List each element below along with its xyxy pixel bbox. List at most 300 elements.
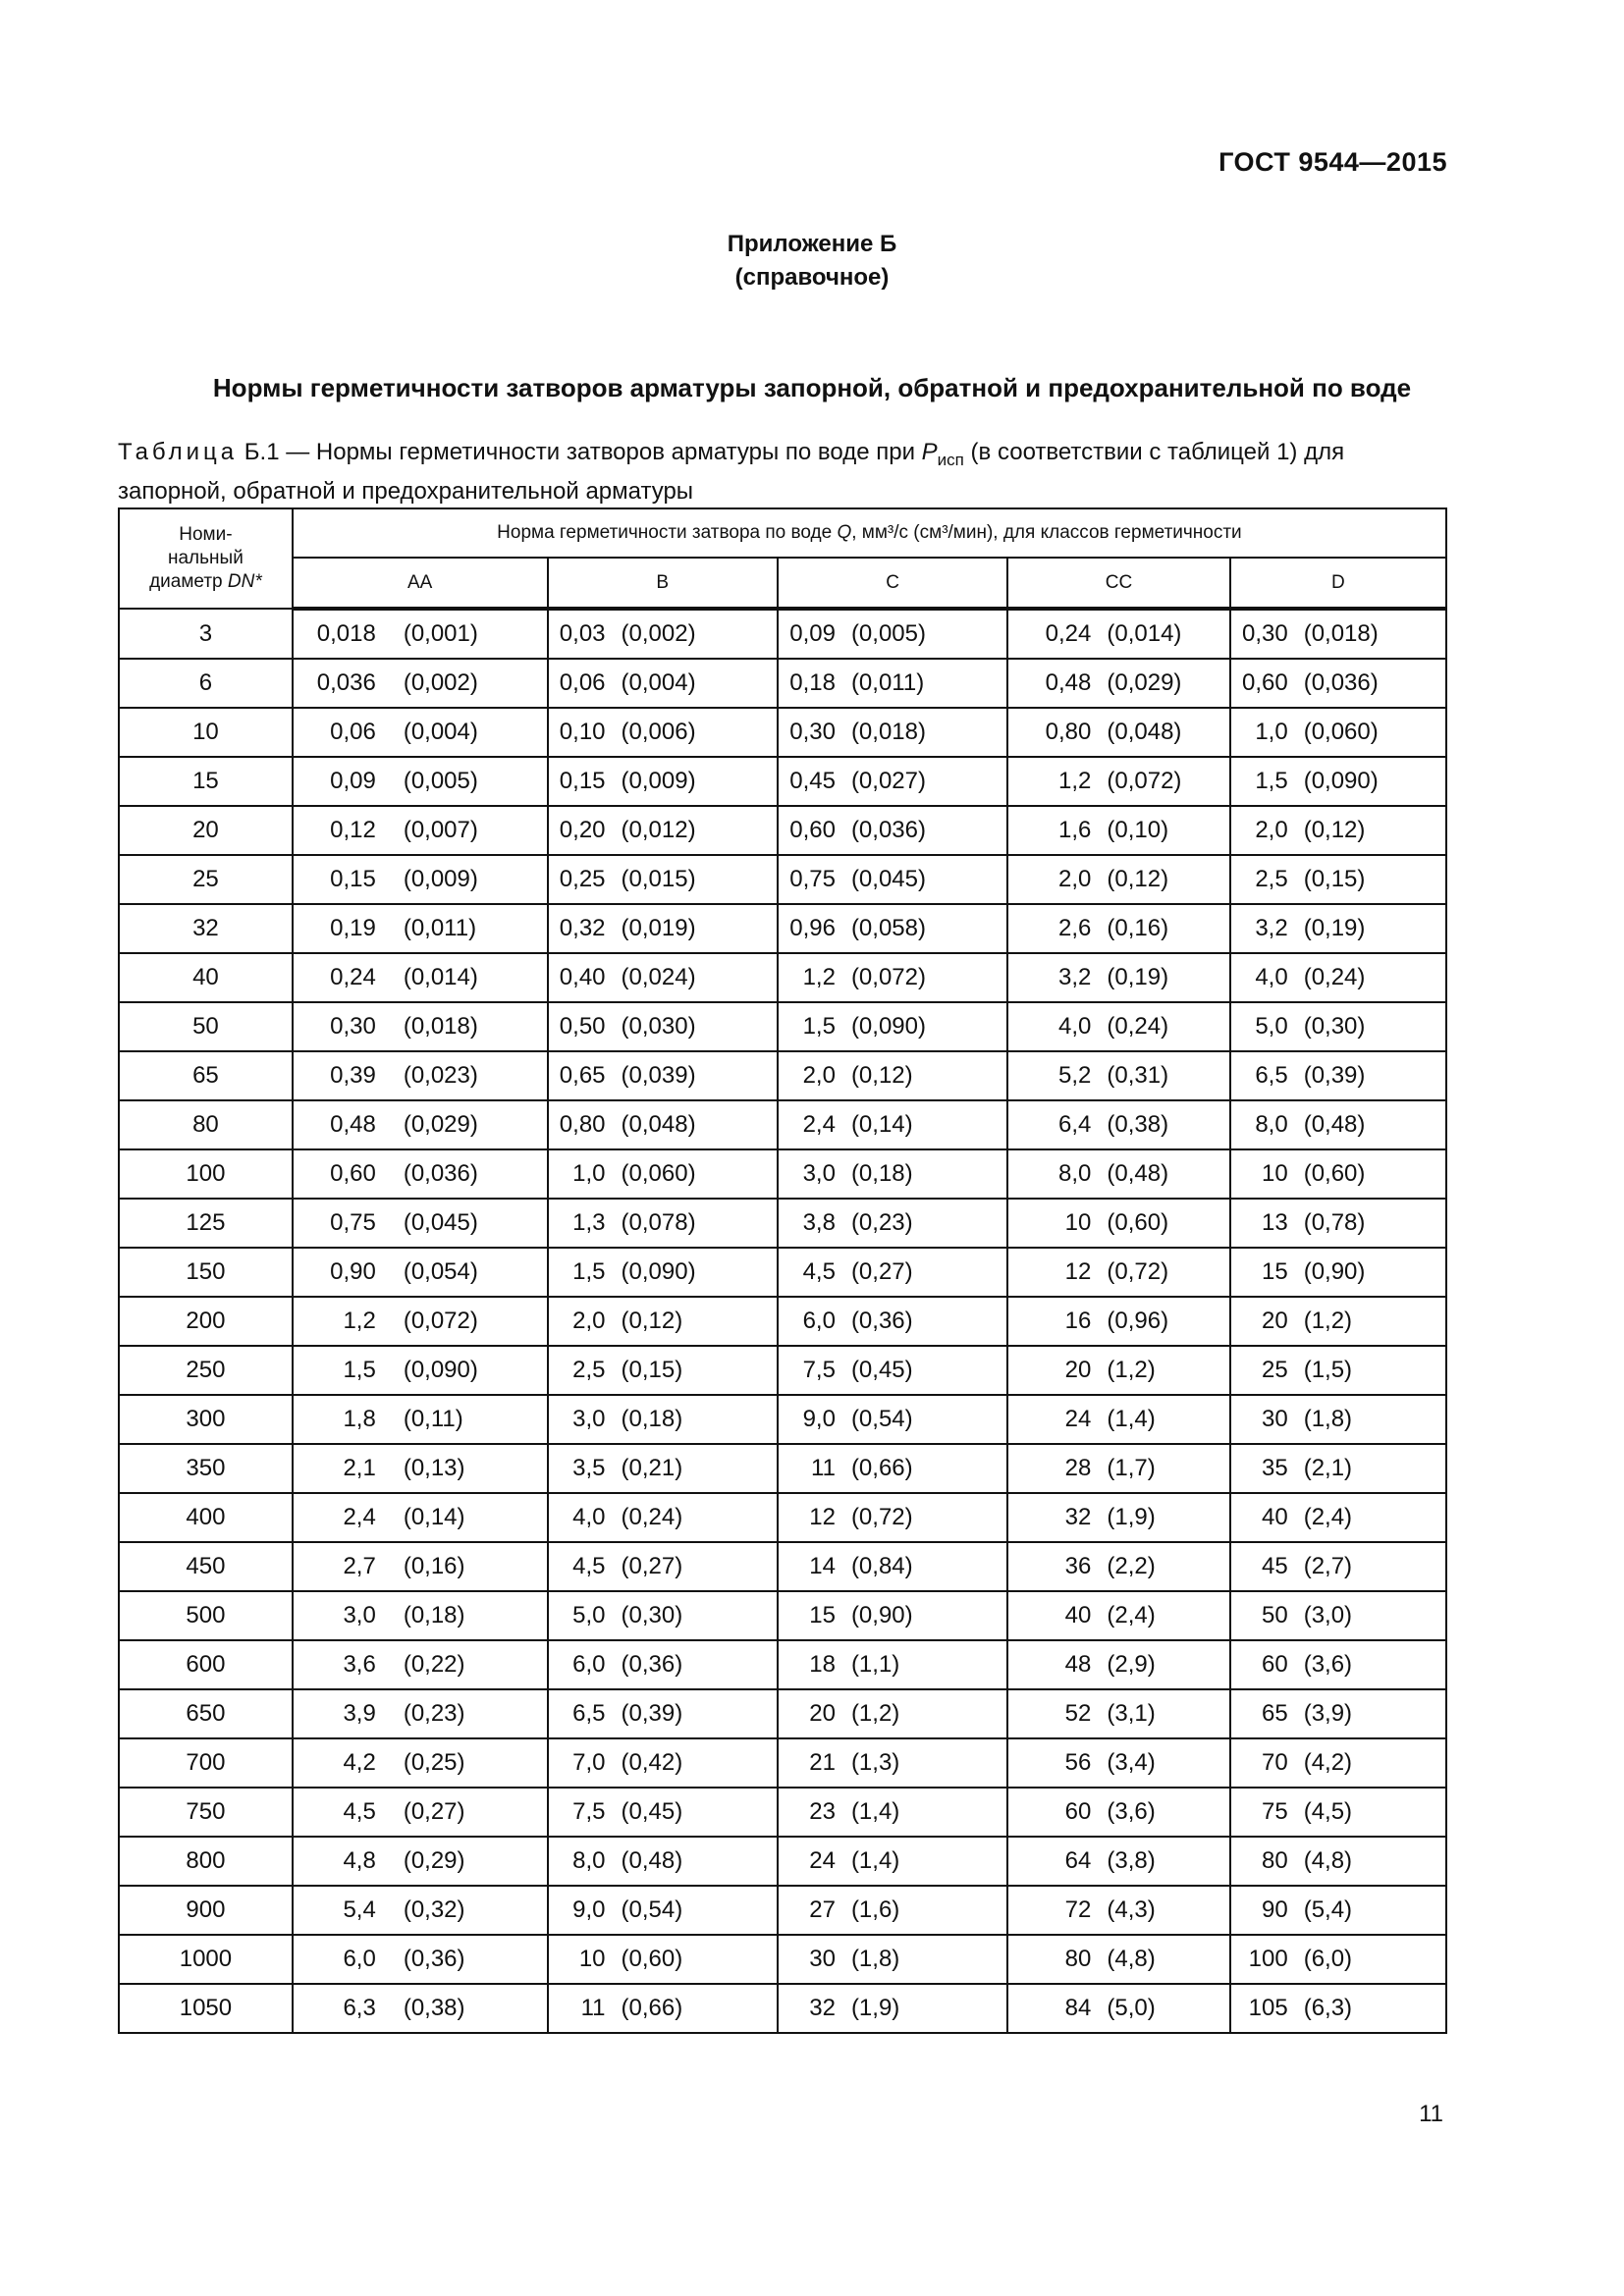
cell-class-d bbox=[1230, 1542, 1446, 1591]
cell-nominal-diameter: 750 bbox=[119, 1788, 293, 1837]
value-mm3-per-s: 0,60 bbox=[789, 817, 836, 843]
value-cm3-per-min: (0,018) bbox=[403, 1013, 478, 1040]
cell-class-aa bbox=[293, 1493, 548, 1542]
value-cm3-per-min: (0,14) bbox=[850, 1111, 913, 1138]
header-class-aa: АА bbox=[293, 558, 548, 609]
caption-symbol: P bbox=[921, 439, 938, 465]
cell-class-aa bbox=[293, 1297, 548, 1346]
table-row bbox=[119, 953, 1446, 1002]
table-row bbox=[119, 1738, 1446, 1788]
value-cm3-per-min: (6,0) bbox=[1303, 1946, 1353, 1972]
value-mm3-per-s: 84 bbox=[1064, 1995, 1092, 2021]
cell-nominal-diameter: 900 bbox=[119, 1886, 293, 1935]
value-cm3-per-min: (0,48) bbox=[621, 1847, 683, 1874]
cell-class-b bbox=[548, 1199, 778, 1248]
value-cm3-per-min: (2,4) bbox=[1107, 1602, 1156, 1629]
cell-class-cc bbox=[1007, 1493, 1229, 1542]
value-mm3-per-s: 4,2 bbox=[343, 1749, 376, 1776]
value-mm3-per-s: 20 bbox=[809, 1700, 836, 1727]
table-row bbox=[119, 1493, 1446, 1542]
value-mm3-per-s: 32 bbox=[809, 1995, 836, 2021]
value-mm3-per-s: 0,39 bbox=[330, 1062, 376, 1089]
value-cm3-per-min: (0,005) bbox=[403, 768, 478, 794]
cell-class-b bbox=[548, 1002, 778, 1051]
cell-class-cc bbox=[1007, 609, 1229, 659]
value-cm3-per-min: (0,21) bbox=[621, 1455, 683, 1481]
value-mm3-per-s: 4,0 bbox=[1255, 964, 1288, 990]
value-cm3-per-min: (0,78) bbox=[1303, 1209, 1366, 1236]
value-mm3-per-s: 4,0 bbox=[1057, 1013, 1092, 1040]
cell-nominal-diameter: 250 bbox=[119, 1346, 293, 1395]
cell-class-c bbox=[778, 757, 1007, 806]
cell-class-c bbox=[778, 1935, 1007, 1984]
value-cm3-per-min: (0,006) bbox=[621, 719, 696, 745]
value-mm3-per-s: 2,0 bbox=[802, 1062, 836, 1089]
cell-class-c bbox=[778, 1640, 1007, 1689]
cell-class-cc bbox=[1007, 1591, 1229, 1640]
value-mm3-per-s: 9,0 bbox=[572, 1896, 606, 1923]
value-mm3-per-s: 60 bbox=[1064, 1798, 1092, 1825]
header-class-d: D bbox=[1230, 558, 1446, 609]
value-mm3-per-s: 0,06 bbox=[330, 719, 376, 745]
cell-class-b bbox=[548, 1738, 778, 1788]
value-cm3-per-min: (0,045) bbox=[850, 866, 926, 892]
value-mm3-per-s: 0,24 bbox=[330, 964, 376, 990]
cell-class-b bbox=[548, 806, 778, 855]
value-cm3-per-min: (2,1) bbox=[1303, 1455, 1353, 1481]
table-body bbox=[119, 609, 1446, 2033]
value-mm3-per-s: 2,7 bbox=[343, 1553, 376, 1579]
value-cm3-per-min: (0,004) bbox=[403, 719, 478, 745]
header-dn-line3: диаметр bbox=[149, 571, 228, 592]
value-cm3-per-min: (1,4) bbox=[1107, 1406, 1156, 1432]
value-cm3-per-min: (0,13) bbox=[403, 1455, 465, 1481]
table-row bbox=[119, 1689, 1446, 1738]
value-mm3-per-s: 6,5 bbox=[572, 1700, 606, 1727]
value-mm3-per-s: 8,0 bbox=[1255, 1111, 1288, 1138]
value-mm3-per-s: 0,018 bbox=[316, 620, 376, 647]
cell-class-b bbox=[548, 904, 778, 953]
cell-class-b bbox=[548, 1100, 778, 1149]
value-cm3-per-min: (0,90) bbox=[1303, 1258, 1366, 1285]
value-cm3-per-min: (0,019) bbox=[621, 915, 696, 941]
value-mm3-per-s: 1,5 bbox=[343, 1357, 376, 1383]
cell-class-cc bbox=[1007, 1395, 1229, 1444]
value-cm3-per-min: (0,19) bbox=[1303, 915, 1366, 941]
cell-class-cc bbox=[1007, 757, 1229, 806]
value-cm3-per-min: (0,036) bbox=[850, 817, 926, 843]
table-row bbox=[119, 1788, 1446, 1837]
cell-class-c bbox=[778, 659, 1007, 708]
cell-class-aa bbox=[293, 1591, 548, 1640]
value-cm3-per-min: (0,009) bbox=[403, 866, 478, 892]
value-mm3-per-s: 23 bbox=[809, 1798, 836, 1825]
value-cm3-per-min: (0,60) bbox=[1303, 1160, 1366, 1187]
value-cm3-per-min: (0,12) bbox=[621, 1308, 683, 1334]
cell-class-d bbox=[1230, 1100, 1446, 1149]
cell-class-d bbox=[1230, 1199, 1446, 1248]
value-cm3-per-min: (0,27) bbox=[850, 1258, 913, 1285]
value-cm3-per-min: (0,14) bbox=[403, 1504, 465, 1530]
value-cm3-per-min: (0,12) bbox=[1303, 817, 1366, 843]
value-mm3-per-s: 7,5 bbox=[572, 1798, 606, 1825]
cell-class-b bbox=[548, 1591, 778, 1640]
appendix-heading bbox=[0, 228, 1624, 294]
value-mm3-per-s: 8,0 bbox=[1057, 1160, 1092, 1187]
cell-nominal-diameter: 40 bbox=[119, 953, 293, 1002]
cell-class-c bbox=[778, 1444, 1007, 1493]
table-row bbox=[119, 1886, 1446, 1935]
value-mm3-per-s: 30 bbox=[1262, 1406, 1288, 1432]
value-mm3-per-s: 56 bbox=[1064, 1749, 1092, 1776]
cell-nominal-diameter: 3 bbox=[119, 609, 293, 659]
value-cm3-per-min: (0,011) bbox=[403, 915, 477, 941]
value-cm3-per-min: (0,030) bbox=[621, 1013, 696, 1040]
value-mm3-per-s: 0,48 bbox=[1045, 669, 1092, 696]
value-mm3-per-s: 48 bbox=[1064, 1651, 1092, 1678]
value-mm3-per-s: 4,5 bbox=[343, 1798, 376, 1825]
cell-class-cc bbox=[1007, 1886, 1229, 1935]
cell-class-c bbox=[778, 1837, 1007, 1886]
value-cm3-per-min: (0,090) bbox=[1303, 768, 1379, 794]
cell-nominal-diameter: 800 bbox=[119, 1837, 293, 1886]
value-cm3-per-min: (0,060) bbox=[1303, 719, 1379, 745]
value-mm3-per-s: 0,50 bbox=[559, 1013, 606, 1040]
cell-class-b bbox=[548, 855, 778, 904]
value-mm3-per-s: 40 bbox=[1064, 1602, 1092, 1629]
cell-class-c bbox=[778, 1149, 1007, 1199]
value-cm3-per-min: (1,5) bbox=[1303, 1357, 1353, 1383]
value-cm3-per-min: (0,090) bbox=[850, 1013, 926, 1040]
value-mm3-per-s: 5,0 bbox=[572, 1602, 606, 1629]
cell-class-c bbox=[778, 1886, 1007, 1935]
value-cm3-per-min: (0,39) bbox=[1303, 1062, 1366, 1089]
value-cm3-per-min: (0,16) bbox=[1107, 915, 1169, 941]
value-mm3-per-s: 0,40 bbox=[559, 964, 606, 990]
table-row bbox=[119, 1640, 1446, 1689]
value-cm3-per-min: (0,090) bbox=[403, 1357, 478, 1383]
value-cm3-per-min: (0,023) bbox=[403, 1062, 478, 1089]
cell-class-d bbox=[1230, 1886, 1446, 1935]
table-row bbox=[119, 1100, 1446, 1149]
value-mm3-per-s: 1,3 bbox=[572, 1209, 606, 1236]
value-cm3-per-min: (0,66) bbox=[850, 1455, 913, 1481]
value-mm3-per-s: 0,25 bbox=[559, 866, 606, 892]
value-cm3-per-min: (0,23) bbox=[850, 1209, 913, 1236]
cell-class-d bbox=[1230, 1493, 1446, 1542]
cell-class-cc bbox=[1007, 1689, 1229, 1738]
appendix-title: Приложение Б bbox=[727, 231, 897, 257]
value-cm3-per-min: (0,48) bbox=[1303, 1111, 1366, 1138]
cell-class-cc bbox=[1007, 1738, 1229, 1788]
value-mm3-per-s: 6,5 bbox=[1255, 1062, 1288, 1089]
value-cm3-per-min: (0,22) bbox=[403, 1651, 465, 1678]
cell-class-c bbox=[778, 1051, 1007, 1100]
value-cm3-per-min: (0,024) bbox=[621, 964, 696, 990]
value-cm3-per-min: (0,004) bbox=[621, 669, 696, 696]
cell-class-aa bbox=[293, 855, 548, 904]
cell-class-cc bbox=[1007, 1444, 1229, 1493]
value-cm3-per-min: (4,8) bbox=[1303, 1847, 1353, 1874]
cell-nominal-diameter: 10 bbox=[119, 708, 293, 757]
cell-class-aa bbox=[293, 1738, 548, 1788]
value-mm3-per-s: 15 bbox=[1262, 1258, 1288, 1285]
value-mm3-per-s: 5,2 bbox=[1057, 1062, 1092, 1089]
value-cm3-per-min: (4,8) bbox=[1107, 1946, 1156, 1972]
cell-class-b bbox=[548, 1297, 778, 1346]
value-mm3-per-s: 6,0 bbox=[802, 1308, 836, 1334]
value-cm3-per-min: (1,4) bbox=[850, 1847, 900, 1874]
cell-nominal-diameter: 80 bbox=[119, 1100, 293, 1149]
section-title: Нормы герметичности затворов арматуры запорной, обратной и предохранительной по воде bbox=[212, 373, 1412, 402]
header-dn-line1: Номи- bbox=[179, 524, 233, 545]
cell-class-b bbox=[548, 659, 778, 708]
table-row bbox=[119, 1395, 1446, 1444]
value-mm3-per-s: 1,5 bbox=[1255, 768, 1288, 794]
value-cm3-per-min: (0,027) bbox=[850, 768, 926, 794]
value-mm3-per-s: 0,90 bbox=[330, 1258, 376, 1285]
value-cm3-per-min: (0,18) bbox=[621, 1406, 683, 1432]
table-row bbox=[119, 855, 1446, 904]
value-mm3-per-s: 0,09 bbox=[789, 620, 836, 647]
value-mm3-per-s: 9,0 bbox=[802, 1406, 836, 1432]
value-cm3-per-min: (2,9) bbox=[1107, 1651, 1156, 1678]
value-mm3-per-s: 50 bbox=[1262, 1602, 1288, 1629]
cell-class-d bbox=[1230, 1346, 1446, 1395]
value-mm3-per-s: 7,5 bbox=[802, 1357, 836, 1383]
value-cm3-per-min: (1,8) bbox=[850, 1946, 900, 1972]
cell-nominal-diameter: 6 bbox=[119, 659, 293, 708]
value-cm3-per-min: (0,32) bbox=[403, 1896, 465, 1923]
cell-class-b bbox=[548, 1542, 778, 1591]
value-mm3-per-s: 0,65 bbox=[559, 1062, 606, 1089]
cell-class-b bbox=[548, 953, 778, 1002]
value-mm3-per-s: 1,8 bbox=[343, 1406, 376, 1432]
value-mm3-per-s: 21 bbox=[809, 1749, 836, 1776]
document-code: ГОСТ 9544—2015 bbox=[1218, 147, 1447, 177]
value-mm3-per-s: 0,60 bbox=[1241, 669, 1288, 696]
value-mm3-per-s: 0,48 bbox=[330, 1111, 376, 1138]
value-mm3-per-s: 0,30 bbox=[1241, 620, 1288, 647]
value-mm3-per-s: 0,15 bbox=[330, 866, 376, 892]
value-cm3-per-min: (0,24) bbox=[1107, 1013, 1169, 1040]
value-cm3-per-min: (0,005) bbox=[850, 620, 926, 647]
cell-class-aa bbox=[293, 1444, 548, 1493]
value-mm3-per-s: 3,2 bbox=[1057, 964, 1092, 990]
value-cm3-per-min: (0,048) bbox=[1107, 719, 1182, 745]
cell-nominal-diameter: 32 bbox=[119, 904, 293, 953]
value-cm3-per-min: (3,9) bbox=[1303, 1700, 1353, 1727]
value-mm3-per-s: 65 bbox=[1262, 1700, 1288, 1727]
cell-class-aa bbox=[293, 1542, 548, 1591]
cell-class-b bbox=[548, 1149, 778, 1199]
cell-class-d bbox=[1230, 1149, 1446, 1199]
cell-class-d bbox=[1230, 659, 1446, 708]
cell-class-d bbox=[1230, 757, 1446, 806]
cell-class-aa bbox=[293, 1689, 548, 1738]
value-cm3-per-min: (0,19) bbox=[1107, 964, 1169, 990]
appendix-subtitle: (справочное) bbox=[734, 264, 890, 291]
value-mm3-per-s: 13 bbox=[1262, 1209, 1288, 1236]
caption-subscript: исп bbox=[937, 450, 964, 469]
cell-class-cc bbox=[1007, 708, 1229, 757]
value-cm3-per-min: (0,72) bbox=[850, 1504, 913, 1530]
value-mm3-per-s: 1,6 bbox=[1057, 817, 1092, 843]
tightness-norms-table bbox=[118, 507, 1447, 2034]
header-dn-symbol: DN* bbox=[227, 571, 262, 592]
value-mm3-per-s: 0,24 bbox=[1045, 620, 1092, 647]
value-cm3-per-min: (1,2) bbox=[850, 1700, 900, 1727]
cell-class-d bbox=[1230, 708, 1446, 757]
value-cm3-per-min: (0,011) bbox=[850, 669, 925, 696]
cell-class-d bbox=[1230, 609, 1446, 659]
cell-class-aa bbox=[293, 1640, 548, 1689]
value-cm3-per-min: (0,72) bbox=[1107, 1258, 1169, 1285]
cell-class-aa bbox=[293, 1984, 548, 2033]
cell-class-d bbox=[1230, 1297, 1446, 1346]
cell-class-c bbox=[778, 904, 1007, 953]
value-cm3-per-min: (3,8) bbox=[1107, 1847, 1156, 1874]
cell-class-c bbox=[778, 1297, 1007, 1346]
cell-class-b bbox=[548, 757, 778, 806]
value-cm3-per-min: (1,1) bbox=[850, 1651, 900, 1678]
value-mm3-per-s: 3,0 bbox=[343, 1602, 376, 1629]
cell-class-aa bbox=[293, 1346, 548, 1395]
cell-class-aa bbox=[293, 1051, 548, 1100]
value-cm3-per-min: (0,39) bbox=[621, 1700, 683, 1727]
value-cm3-per-min: (0,036) bbox=[403, 1160, 478, 1187]
value-cm3-per-min: (0,15) bbox=[1303, 866, 1366, 892]
value-mm3-per-s: 0,60 bbox=[330, 1160, 376, 1187]
value-mm3-per-s: 2,4 bbox=[343, 1504, 376, 1530]
value-mm3-per-s: 0,80 bbox=[1045, 719, 1092, 745]
table-row bbox=[119, 1542, 1446, 1591]
cell-class-cc bbox=[1007, 1051, 1229, 1100]
cell-class-c bbox=[778, 1199, 1007, 1248]
value-cm3-per-min: (0,23) bbox=[403, 1700, 465, 1727]
cell-class-cc bbox=[1007, 1100, 1229, 1149]
cell-class-b bbox=[548, 1935, 778, 1984]
value-cm3-per-min: (0,090) bbox=[621, 1258, 696, 1285]
value-mm3-per-s: 75 bbox=[1262, 1798, 1288, 1825]
value-cm3-per-min: (0,66) bbox=[621, 1995, 683, 2021]
cell-class-b bbox=[548, 1395, 778, 1444]
value-mm3-per-s: 30 bbox=[809, 1946, 836, 1972]
value-mm3-per-s: 2,0 bbox=[572, 1308, 606, 1334]
header-class-b: В bbox=[548, 558, 778, 609]
cell-class-aa bbox=[293, 1886, 548, 1935]
value-mm3-per-s: 12 bbox=[1064, 1258, 1092, 1285]
cell-class-b bbox=[548, 1984, 778, 2033]
table-row bbox=[119, 1149, 1446, 1199]
cell-class-cc bbox=[1007, 1542, 1229, 1591]
value-mm3-per-s: 0,45 bbox=[789, 768, 836, 794]
cell-nominal-diameter: 350 bbox=[119, 1444, 293, 1493]
value-mm3-per-s: 100 bbox=[1248, 1946, 1288, 1972]
value-cm3-per-min: (0,018) bbox=[850, 719, 926, 745]
value-mm3-per-s: 4,5 bbox=[572, 1553, 606, 1579]
cell-class-c bbox=[778, 1738, 1007, 1788]
cell-class-c bbox=[778, 1395, 1007, 1444]
value-mm3-per-s: 20 bbox=[1262, 1308, 1288, 1334]
header-class-c: С bbox=[778, 558, 1007, 609]
value-mm3-per-s: 4,5 bbox=[802, 1258, 836, 1285]
cell-class-b bbox=[548, 1051, 778, 1100]
cell-class-aa bbox=[293, 609, 548, 659]
value-cm3-per-min: (0,38) bbox=[403, 1995, 465, 2021]
value-cm3-per-min: (2,4) bbox=[1303, 1504, 1353, 1530]
cell-class-c bbox=[778, 855, 1007, 904]
value-cm3-per-min: (2,7) bbox=[1303, 1553, 1353, 1579]
value-mm3-per-s: 10 bbox=[1262, 1160, 1288, 1187]
cell-class-b bbox=[548, 1837, 778, 1886]
value-cm3-per-min: (0,24) bbox=[621, 1504, 683, 1530]
value-mm3-per-s: 0,75 bbox=[330, 1209, 376, 1236]
cell-class-cc bbox=[1007, 953, 1229, 1002]
cell-class-b bbox=[548, 1444, 778, 1493]
header-nominal-diameter bbox=[119, 508, 293, 609]
value-cm3-per-min: (0,036) bbox=[1303, 669, 1379, 696]
value-cm3-per-min: (0,014) bbox=[403, 964, 478, 990]
cell-nominal-diameter: 700 bbox=[119, 1738, 293, 1788]
cell-nominal-diameter: 600 bbox=[119, 1640, 293, 1689]
cell-class-cc bbox=[1007, 806, 1229, 855]
table-row bbox=[119, 1199, 1446, 1248]
value-cm3-per-min: (0,27) bbox=[621, 1553, 683, 1579]
value-mm3-per-s: 6,0 bbox=[343, 1946, 376, 1972]
value-cm3-per-min: (0,45) bbox=[850, 1357, 913, 1383]
cell-class-aa bbox=[293, 1788, 548, 1837]
value-mm3-per-s: 6,3 bbox=[343, 1995, 376, 2021]
cell-class-cc bbox=[1007, 1837, 1229, 1886]
cell-class-cc bbox=[1007, 1297, 1229, 1346]
caption-text-after: (в соответствии с таблицей 1) для запорной, обратной и предохранительной арматуры bbox=[118, 439, 1345, 505]
cell-nominal-diameter: 20 bbox=[119, 806, 293, 855]
cell-class-d bbox=[1230, 1984, 1446, 2033]
value-cm3-per-min: (0,25) bbox=[403, 1749, 465, 1776]
cell-class-c bbox=[778, 1100, 1007, 1149]
cell-class-cc bbox=[1007, 1640, 1229, 1689]
cell-nominal-diameter: 650 bbox=[119, 1689, 293, 1738]
cell-class-d bbox=[1230, 1248, 1446, 1297]
value-mm3-per-s: 3,6 bbox=[343, 1651, 376, 1678]
cell-class-b bbox=[548, 1886, 778, 1935]
value-cm3-per-min: (3,4) bbox=[1107, 1749, 1156, 1776]
value-cm3-per-min: (0,38) bbox=[1107, 1111, 1169, 1138]
value-mm3-per-s: 60 bbox=[1262, 1651, 1288, 1678]
cell-class-aa bbox=[293, 757, 548, 806]
value-mm3-per-s: 80 bbox=[1064, 1946, 1092, 1972]
value-cm3-per-min: (3,6) bbox=[1303, 1651, 1353, 1678]
value-cm3-per-min: (0,078) bbox=[621, 1209, 696, 1236]
cell-class-d bbox=[1230, 1689, 1446, 1738]
value-mm3-per-s: 32 bbox=[1064, 1504, 1092, 1530]
value-mm3-per-s: 20 bbox=[1064, 1357, 1092, 1383]
cell-nominal-diameter: 15 bbox=[119, 757, 293, 806]
value-mm3-per-s: 28 bbox=[1064, 1455, 1092, 1481]
cell-class-d bbox=[1230, 1935, 1446, 1984]
caption-text-before: Б.1 — Нормы герметичности затворов арматуры по воде при bbox=[244, 439, 922, 465]
cell-class-aa bbox=[293, 1002, 548, 1051]
cell-class-aa bbox=[293, 1199, 548, 1248]
cell-class-d bbox=[1230, 904, 1446, 953]
cell-class-c bbox=[778, 1542, 1007, 1591]
value-mm3-per-s: 3,5 bbox=[572, 1455, 606, 1481]
table-row bbox=[119, 1051, 1446, 1100]
cell-class-aa bbox=[293, 1395, 548, 1444]
value-cm3-per-min: (1,2) bbox=[1107, 1357, 1156, 1383]
table-row bbox=[119, 1935, 1446, 1984]
